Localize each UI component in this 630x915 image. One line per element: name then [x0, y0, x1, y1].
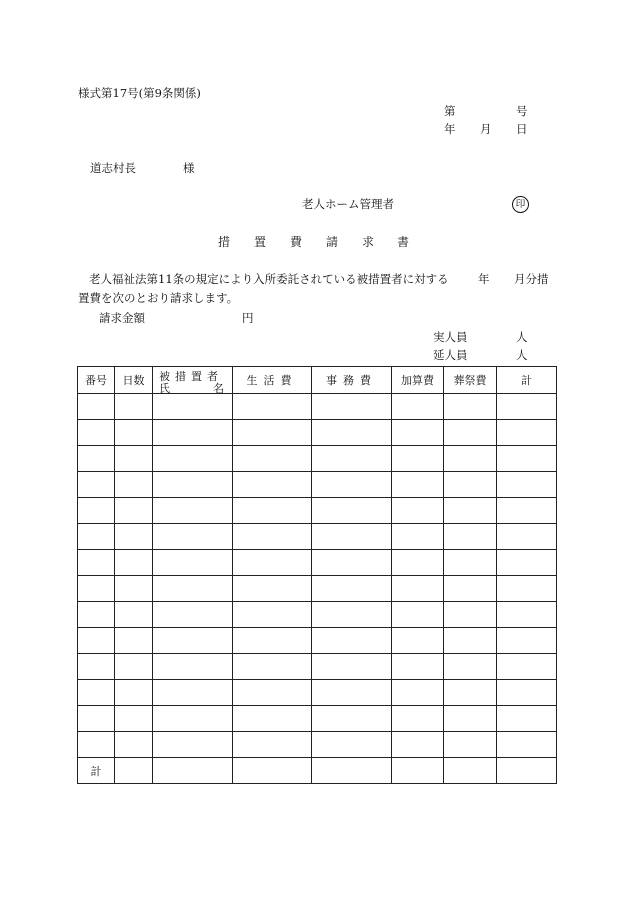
- table-cell[interactable]: [392, 420, 444, 446]
- table-cell[interactable]: [233, 732, 312, 758]
- table-cell[interactable]: [115, 758, 153, 784]
- table-cell[interactable]: [497, 446, 557, 472]
- table-cell[interactable]: [312, 706, 392, 732]
- date-day-label: 日: [516, 122, 528, 136]
- title-char: 請: [326, 235, 339, 249]
- table-cell[interactable]: [312, 576, 392, 602]
- table-cell[interactable]: [115, 446, 153, 472]
- table-cell[interactable]: [444, 628, 497, 654]
- header-living: 生活費: [233, 367, 312, 394]
- table-cell[interactable]: [78, 472, 115, 498]
- table-cell[interactable]: [233, 576, 312, 602]
- body-text-line2: 置費を次のとおり請求します。: [78, 291, 239, 305]
- table-cell[interactable]: [392, 706, 444, 732]
- table-cell[interactable]: [233, 524, 312, 550]
- table-cell[interactable]: [392, 472, 444, 498]
- table-cell[interactable]: [392, 654, 444, 680]
- title-char: 求: [362, 235, 375, 249]
- addressee-name: 道志村長: [90, 161, 136, 175]
- table-cell[interactable]: [78, 602, 115, 628]
- table-cell[interactable]: [312, 602, 392, 628]
- actual-persons-unit: 人: [516, 330, 528, 344]
- table-cell[interactable]: [233, 628, 312, 654]
- table-cell[interactable]: [312, 498, 392, 524]
- table-cell[interactable]: [444, 420, 497, 446]
- table-cell[interactable]: [392, 732, 444, 758]
- table-cell[interactable]: [392, 524, 444, 550]
- table-cell[interactable]: [233, 394, 312, 420]
- table-cell[interactable]: [392, 446, 444, 472]
- table-cell[interactable]: [312, 420, 392, 446]
- table-cell[interactable]: [444, 550, 497, 576]
- title-char: 費: [290, 235, 303, 249]
- table-cell[interactable]: [497, 576, 557, 602]
- table-cell[interactable]: [78, 732, 115, 758]
- header-days: 日数: [115, 367, 153, 394]
- table-cell[interactable]: [392, 602, 444, 628]
- table-cell[interactable]: [497, 680, 557, 706]
- header-funeral: 葬祭費: [444, 367, 497, 394]
- table-cell[interactable]: [78, 420, 115, 446]
- table-cell[interactable]: [444, 498, 497, 524]
- table-cell[interactable]: [444, 732, 497, 758]
- table-row: [78, 602, 557, 628]
- table-cell[interactable]: [497, 602, 557, 628]
- table-cell[interactable]: [233, 602, 312, 628]
- table-cell[interactable]: [78, 550, 115, 576]
- table-cell[interactable]: [444, 602, 497, 628]
- title-char: 措: [218, 235, 231, 249]
- table-row: [78, 706, 557, 732]
- table-cell[interactable]: [115, 706, 153, 732]
- table-cell[interactable]: [115, 394, 153, 420]
- table-cell[interactable]: [78, 576, 115, 602]
- table-cell[interactable]: [444, 524, 497, 550]
- body-month-label: 月分措: [514, 272, 549, 286]
- header-name-line2a: 氏: [159, 382, 170, 395]
- table-cell[interactable]: [497, 498, 557, 524]
- table-cell[interactable]: [153, 680, 233, 706]
- table-cell[interactable]: [78, 680, 115, 706]
- table-cell[interactable]: [497, 706, 557, 732]
- table-cell[interactable]: [444, 758, 497, 784]
- table-cell[interactable]: [153, 576, 233, 602]
- seal-mark: 印: [512, 196, 529, 213]
- actual-persons-label: 実人員: [433, 330, 468, 344]
- total-persons-label: 延人員: [433, 348, 468, 362]
- table-cell[interactable]: [115, 732, 153, 758]
- header-name-line1: 被措置者: [159, 370, 223, 383]
- table-cell[interactable]: [497, 524, 557, 550]
- table-cell[interactable]: [392, 680, 444, 706]
- table-cell[interactable]: [497, 550, 557, 576]
- table-cell[interactable]: [233, 498, 312, 524]
- table-cell[interactable]: [444, 706, 497, 732]
- table-cell[interactable]: [233, 446, 312, 472]
- total-row-label: 計: [78, 758, 115, 784]
- table-cell[interactable]: [115, 498, 153, 524]
- table-row: [78, 628, 557, 654]
- table-cell[interactable]: [497, 472, 557, 498]
- table-cell[interactable]: [153, 472, 233, 498]
- document-number-suffix: 号: [516, 104, 528, 118]
- table-cell[interactable]: [115, 576, 153, 602]
- table-cell[interactable]: [392, 758, 444, 784]
- table-cell[interactable]: [312, 394, 392, 420]
- table-cell[interactable]: [115, 654, 153, 680]
- title-char: 置: [254, 235, 267, 249]
- table-cell[interactable]: [312, 732, 392, 758]
- table-header-row: [78, 367, 557, 394]
- table-cell[interactable]: [233, 420, 312, 446]
- table-cell[interactable]: [312, 680, 392, 706]
- table-cell[interactable]: [233, 654, 312, 680]
- table-cell[interactable]: [312, 628, 392, 654]
- table-row: [78, 654, 557, 680]
- table-cell[interactable]: [153, 446, 233, 472]
- table-cell[interactable]: [153, 602, 233, 628]
- table-cell[interactable]: [115, 680, 153, 706]
- table-cell[interactable]: [392, 550, 444, 576]
- header-admin: 事務費: [312, 367, 392, 394]
- table-cell[interactable]: [153, 394, 233, 420]
- table-cell[interactable]: [78, 654, 115, 680]
- table-cell[interactable]: [497, 394, 557, 420]
- table-row: [78, 524, 557, 550]
- table-cell[interactable]: [78, 446, 115, 472]
- table-cell[interactable]: [153, 706, 233, 732]
- table-cell[interactable]: [312, 446, 392, 472]
- table-cell[interactable]: [115, 472, 153, 498]
- table-row: [78, 498, 557, 524]
- total-persons-unit: 人: [516, 348, 528, 362]
- table-cell[interactable]: [392, 576, 444, 602]
- table-row: [78, 576, 557, 602]
- table-cell[interactable]: [312, 654, 392, 680]
- table-cell[interactable]: [444, 680, 497, 706]
- sender-title: 老人ホーム管理者: [302, 197, 394, 211]
- table-cell[interactable]: [497, 732, 557, 758]
- table-cell[interactable]: [153, 628, 233, 654]
- table-cell[interactable]: [115, 550, 153, 576]
- claim-amount-unit: 円: [242, 311, 254, 325]
- table-cell[interactable]: [444, 472, 497, 498]
- header-total: 計: [497, 367, 557, 394]
- title-char: 書: [397, 235, 410, 249]
- table-cell[interactable]: [392, 498, 444, 524]
- table-cell[interactable]: [312, 550, 392, 576]
- header-name: [153, 367, 233, 394]
- table-row: [78, 446, 557, 472]
- table-cell[interactable]: [233, 680, 312, 706]
- table-row: [78, 550, 557, 576]
- table-cell[interactable]: [78, 524, 115, 550]
- table-cell[interactable]: [78, 394, 115, 420]
- form-number: 様式第17号(第9条関係): [78, 86, 201, 100]
- table-cell[interactable]: [233, 550, 312, 576]
- table-cell[interactable]: [153, 550, 233, 576]
- table-row: [78, 394, 557, 420]
- table-cell[interactable]: [233, 706, 312, 732]
- table-cell[interactable]: [115, 602, 153, 628]
- table-cell[interactable]: [153, 732, 233, 758]
- table-cell[interactable]: [444, 654, 497, 680]
- table-cell[interactable]: [233, 758, 312, 784]
- table-cell[interactable]: [78, 706, 115, 732]
- table-cell[interactable]: [153, 498, 233, 524]
- table-cell[interactable]: [392, 394, 444, 420]
- table-cell[interactable]: [153, 654, 233, 680]
- body-text-line1: 老人福祉法第11条の規定により入所委託されている被措置者に対する: [89, 272, 449, 286]
- table-cell[interactable]: [312, 472, 392, 498]
- table-cell[interactable]: [233, 472, 312, 498]
- table-cell[interactable]: [497, 654, 557, 680]
- table-row: [78, 732, 557, 758]
- table-body: [78, 394, 557, 758]
- header-number: 番号: [78, 367, 115, 394]
- body-year-label: 年: [478, 272, 490, 286]
- table-cell[interactable]: [153, 420, 233, 446]
- table-cell[interactable]: [497, 628, 557, 654]
- date-month-label: 月: [480, 122, 492, 136]
- table-cell[interactable]: [115, 524, 153, 550]
- table-cell[interactable]: [312, 758, 392, 784]
- table-cell[interactable]: [392, 628, 444, 654]
- table-cell[interactable]: [153, 524, 233, 550]
- table-row: [78, 420, 557, 446]
- table-cell[interactable]: [444, 446, 497, 472]
- table-row: [78, 680, 557, 706]
- table-cell[interactable]: [312, 524, 392, 550]
- header-addition: 加算費: [392, 367, 444, 394]
- table-cell[interactable]: [78, 498, 115, 524]
- table-cell[interactable]: [497, 758, 557, 784]
- table-cell[interactable]: [497, 420, 557, 446]
- header-name-line2b: 名: [213, 382, 224, 395]
- addressee-honorific: 様: [183, 161, 195, 175]
- claim-table: [77, 366, 557, 784]
- document-number-prefix: 第: [444, 104, 456, 118]
- table-cell[interactable]: [153, 758, 233, 784]
- date-year-label: 年: [444, 122, 456, 136]
- claim-amount-label: 請求金額: [99, 311, 145, 325]
- table-cell[interactable]: [115, 420, 153, 446]
- table-cell[interactable]: [115, 628, 153, 654]
- table-row: [78, 472, 557, 498]
- table-cell[interactable]: [444, 576, 497, 602]
- table-cell[interactable]: [444, 394, 497, 420]
- table-cell[interactable]: [78, 628, 115, 654]
- table-total-row: [78, 758, 557, 784]
